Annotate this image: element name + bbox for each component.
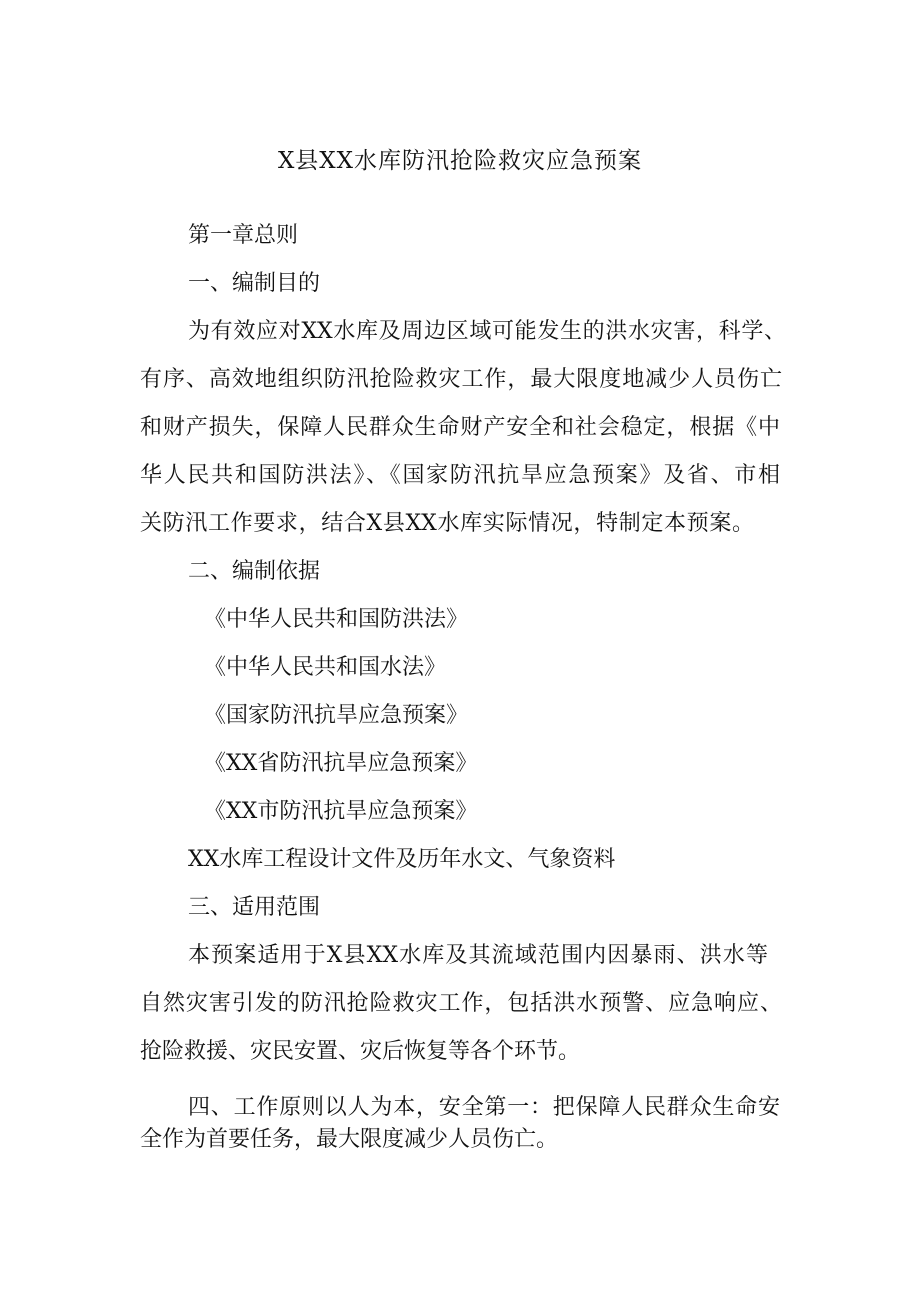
reference-item: 《XX市防汛抗旱应急预案》 xyxy=(204,799,478,824)
section3-line: 抢险救援、灾民安置、灾后恢复等各个环节。 xyxy=(140,1039,581,1064)
section2-heading: 二、编制依据 xyxy=(188,559,321,584)
section1-line: 有序、高效地组织防汛抢险救灾工作，最大限度地减少人员伤亡 xyxy=(140,367,782,392)
section4-line: 四、工作原则以人为本，安全第一：把保障人民群众生命安 xyxy=(188,1095,780,1120)
document-title: X县XX水库防汛抢险救灾应急预案 xyxy=(277,148,643,174)
section3-line: 自然灾害引发的防汛抢险救灾工作，包括洪水预警、应急响应、 xyxy=(140,991,782,1016)
section1-line: 为有效应对XX水库及周边区域可能发生的洪水灾害，科学、 xyxy=(188,319,786,344)
section1-line: 华人民共和国防洪法》、《国家防汛抗旱应急预案》及省、市相 xyxy=(140,463,780,488)
section3-heading: 三、适用范围 xyxy=(188,895,321,920)
reference-item: 《国家防汛抗旱应急预案》 xyxy=(204,703,469,728)
section1-line: 关防汛工作要求，结合X县XX水库实际情况，特制定本预案。 xyxy=(140,511,754,536)
section1-heading: 一、编制目的 xyxy=(188,271,321,296)
chapter-heading: 第一章总则 xyxy=(188,223,299,248)
reference-item: XX水库工程设计文件及历年水文、气象资料 xyxy=(188,847,616,872)
section1-line: 和财产损失，保障人民群众生命财产安全和社会稳定，根据《中 xyxy=(140,415,780,440)
reference-item: 《中华人民共和国水法》 xyxy=(204,655,447,680)
section3-line: 本预案适用于X县XX水库及其流域范围内因暴雨、洪水等 xyxy=(188,943,768,968)
reference-item: 《中华人民共和国防洪法》 xyxy=(204,607,469,632)
reference-item: 《XX省防汛抗旱应急预案》 xyxy=(204,751,478,776)
section4-line: 全作为首要任务，最大限度减少人员伤亡。 xyxy=(140,1127,559,1152)
